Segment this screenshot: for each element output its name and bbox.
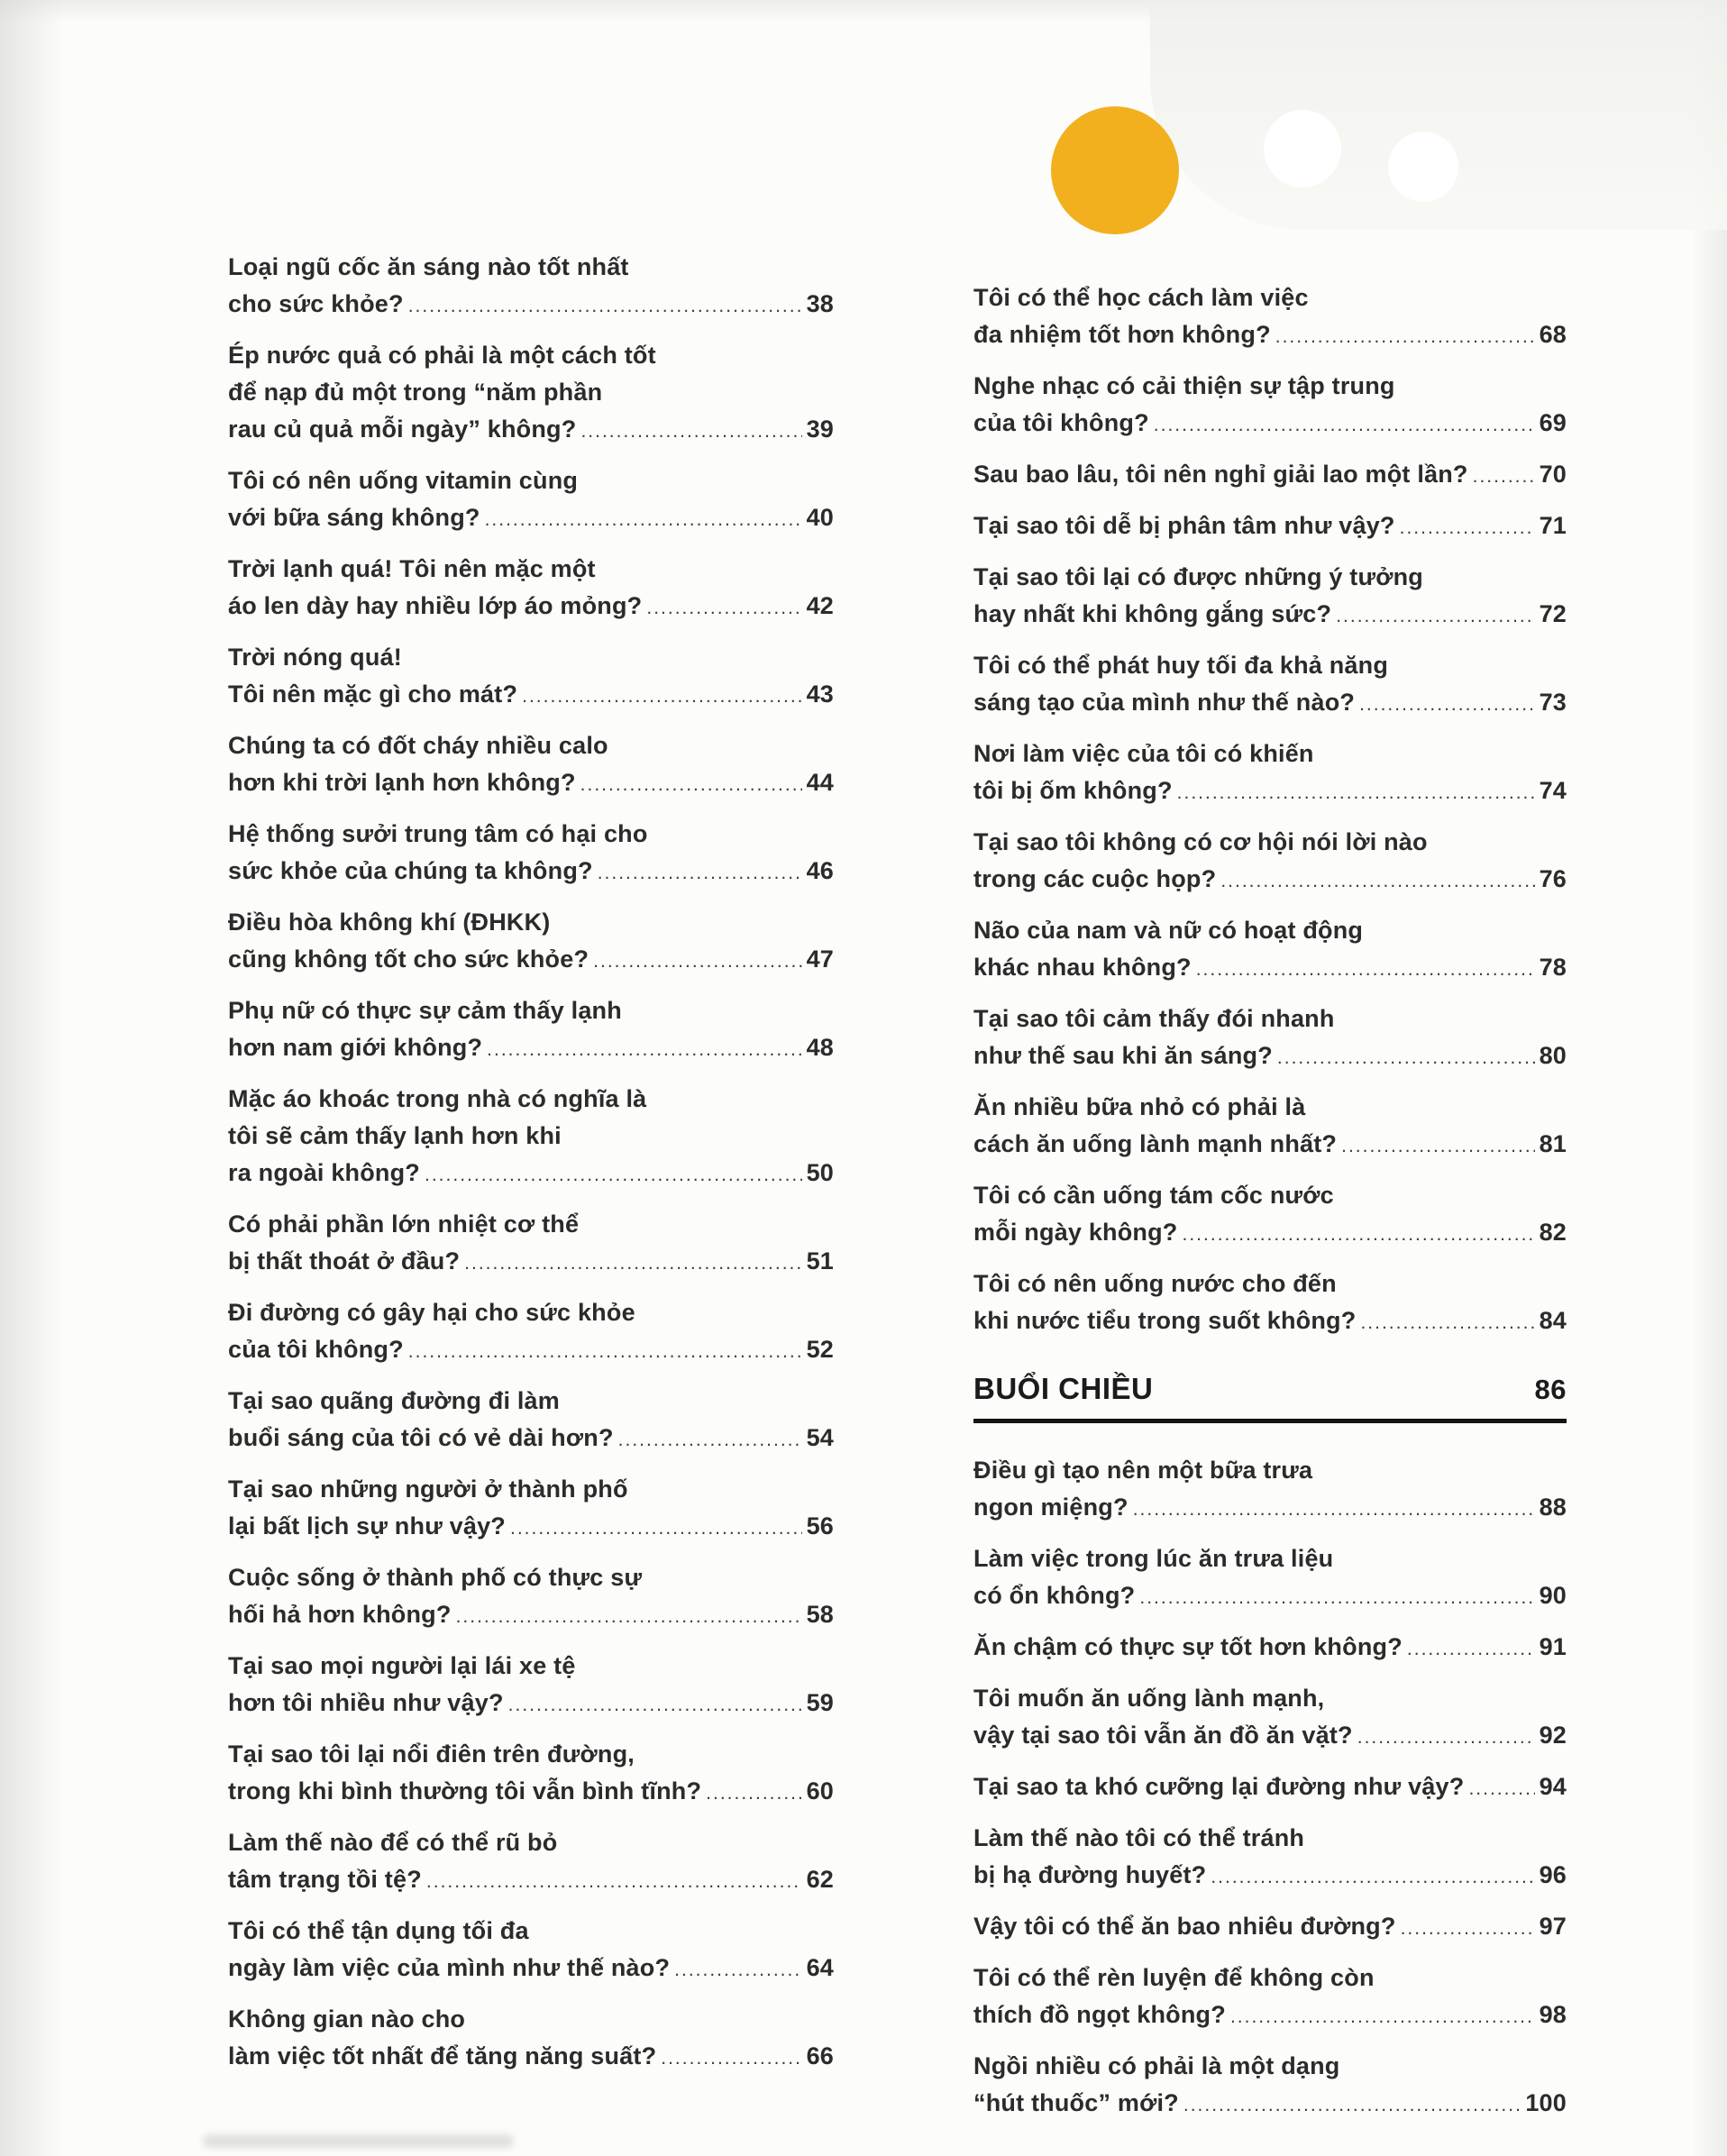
- entry-line: [973, 1302, 1567, 1341]
- entry-page-number: 94: [1539, 1773, 1567, 1800]
- toc-entry: [228, 904, 834, 980]
- toc-entry: [228, 1471, 834, 1547]
- entry-line: Đi đường có gây hại cho sức khỏe: [228, 1299, 635, 1326]
- entry-page-number: 66: [806, 2042, 834, 2069]
- entry-page-number: 62: [806, 1866, 834, 1893]
- toc-entry: [228, 1648, 834, 1723]
- dot-leader: [508, 1686, 802, 1723]
- toc-entry: [973, 1768, 1567, 1807]
- toc-entry: [973, 279, 1567, 355]
- entry-line: Não của nam và nữ có hoạt động: [973, 917, 1364, 944]
- entry-page-number: 69: [1539, 409, 1567, 436]
- dot-leader: [598, 854, 802, 891]
- toc-entry: [973, 1680, 1567, 1756]
- toc-entry: [973, 647, 1567, 723]
- entry-page-number: 38: [806, 290, 834, 317]
- toc-entry: [228, 1913, 834, 1988]
- entry-line: Không gian nào cho: [228, 2005, 466, 2033]
- dot-leader: [1183, 2087, 1521, 2124]
- dot-leader: [646, 589, 801, 626]
- entry-text: có ổn không?: [973, 1582, 1136, 1609]
- entry-line: Hệ thống sưởi trung tâm có hại cho: [228, 820, 648, 847]
- entry-line: Trời lạnh quá! Tôi nên mặc một: [228, 555, 596, 582]
- entry-text: ra ngoài không?: [228, 1159, 421, 1186]
- entry-text: bị hạ đường huyết?: [973, 1861, 1207, 1888]
- entry-text: bị thất thoát ở đầu?: [228, 1247, 461, 1274]
- entry-page-number: 44: [806, 769, 834, 796]
- scan-edge-left: [0, 0, 63, 2156]
- entry-line: Tôi có thể tận dụng tối đa: [228, 1917, 529, 1944]
- entry-text: “hút thuốc” mới?: [973, 2089, 1179, 2116]
- dot-leader: [456, 1598, 802, 1635]
- entry-page-number: 46: [806, 857, 834, 884]
- dot-leader: [1336, 598, 1534, 635]
- entry-page-number: 76: [1539, 865, 1567, 892]
- toc-entry: [228, 337, 834, 450]
- entry-page-number: 42: [806, 592, 834, 619]
- dot-leader: [464, 1245, 801, 1282]
- entry-text: hơn nam giới không?: [228, 1034, 483, 1061]
- entry-text: Sau bao lâu, tôi nên nghỉ giải lao một lần?: [973, 461, 1468, 488]
- entry-text: hay nhất khi không gắng sức?: [973, 600, 1332, 627]
- dot-leader: [580, 766, 802, 803]
- entry-line: [228, 499, 834, 538]
- entry-text: của tôi không?: [973, 409, 1149, 436]
- entry-text: trong các cuộc họp?: [973, 865, 1217, 892]
- entry-line: Ngồi nhiều có phải là một dạng: [973, 2052, 1340, 2079]
- entry-text: sáng tạo của mình như thế nào?: [973, 689, 1356, 716]
- entry-line: [973, 1768, 1567, 1807]
- toc-entry: [973, 824, 1567, 900]
- toc-entry: [973, 368, 1567, 443]
- toc-column-right: [973, 279, 1567, 2136]
- entry-line: [228, 853, 834, 891]
- entry-text: hơn tôi nhiều như vậy?: [228, 1689, 504, 1716]
- entry-line: Loại ngũ cốc ăn sáng nào tốt nhất: [228, 253, 629, 280]
- entry-line: [228, 1950, 834, 1988]
- toc-entry: [228, 1383, 834, 1458]
- entry-line: [228, 2038, 834, 2077]
- dot-leader: [408, 1333, 802, 1370]
- entry-text: làm việc tốt nhất để tăng năng suất?: [228, 2042, 657, 2069]
- entry-page-number: 73: [1539, 689, 1567, 716]
- entry-line: [228, 1861, 834, 1900]
- entry-line: [228, 1243, 834, 1282]
- bottom-scan-smudge: [203, 2134, 514, 2148]
- toc-entry: [228, 1559, 834, 1635]
- entry-text: hối hả hơn không?: [228, 1601, 452, 1628]
- dot-leader: [1341, 1128, 1534, 1165]
- white-circle-decoration: [1388, 132, 1458, 202]
- entry-line: [228, 1773, 834, 1812]
- entry-line: Có phải phần lớn nhiệt cơ thể: [228, 1210, 580, 1238]
- toc-entry: [228, 1206, 834, 1282]
- toc-entry: [973, 1908, 1567, 1947]
- entry-text: Ăn chậm có thực sự tốt hơn không?: [973, 1633, 1403, 1660]
- dot-leader: [510, 1510, 802, 1547]
- dot-leader: [1473, 458, 1535, 495]
- toc-entry: [973, 559, 1567, 635]
- entry-line: để nạp đủ một trong “năm phần: [228, 379, 603, 406]
- entry-text: ngày làm việc của mình như thế nào?: [228, 1954, 671, 1981]
- dot-leader: [1177, 774, 1535, 811]
- entry-line: Tôi có cần uống tám cốc nước: [973, 1182, 1334, 1209]
- toc-list-right-top: [973, 279, 1567, 1341]
- entry-line: tôi sẽ cảm thấy lạnh hơn khi: [228, 1122, 562, 1149]
- entry-line: Tại sao mọi người lại lái xe tệ: [228, 1652, 576, 1679]
- entry-page-number: 59: [806, 1689, 834, 1716]
- dot-leader: [1400, 509, 1535, 546]
- dot-leader: [1230, 1998, 1535, 2035]
- entry-line: [973, 1214, 1567, 1253]
- entry-line: [973, 684, 1567, 723]
- toc-entry: [228, 1294, 834, 1370]
- entry-text: thích đồ ngọt không?: [973, 2001, 1226, 2028]
- entry-text: buổi sáng của tôi có vẻ dài hơn?: [228, 1424, 614, 1451]
- entry-line: Tôi có thể học cách làm việc: [973, 284, 1309, 311]
- entry-line: Tại sao tôi không có cơ hội nói lời nào: [973, 828, 1428, 855]
- entry-line: [228, 1685, 834, 1723]
- toc-entry: [973, 1960, 1567, 2035]
- entry-line: [973, 596, 1567, 635]
- dot-leader: [1360, 1304, 1534, 1341]
- entry-text: khác nhau không?: [973, 954, 1192, 981]
- entry-page-number: 54: [806, 1424, 834, 1451]
- entry-line: [973, 1857, 1567, 1896]
- entry-text: cũng không tốt cho sức khỏe?: [228, 946, 589, 973]
- entry-line: Mặc áo khoác trong nhà có nghĩa là: [228, 1085, 647, 1112]
- entry-page-number: 100: [1525, 2089, 1567, 2116]
- entry-line: [228, 1029, 834, 1068]
- toc-entry: [228, 2001, 834, 2077]
- entry-text: tâm trạng tồi tệ?: [228, 1866, 422, 1893]
- entry-line: [973, 507, 1567, 546]
- toc-entry: [973, 735, 1567, 811]
- entry-page-number: 60: [806, 1777, 834, 1804]
- entry-line: [973, 1629, 1567, 1667]
- entry-line: Trời nóng quá!: [228, 644, 402, 671]
- entry-page-number: 56: [806, 1512, 834, 1539]
- dot-leader: [580, 413, 801, 450]
- dot-leader: [593, 943, 801, 980]
- toc-entry: [973, 1452, 1567, 1528]
- entry-page-number: 80: [1539, 1042, 1567, 1069]
- entry-text: vậy tại sao tôi vẫn ăn đồ ăn vặt?: [973, 1722, 1353, 1749]
- entry-line: [973, 316, 1567, 355]
- entry-page-number: 74: [1539, 777, 1567, 804]
- toc-entry: [228, 1736, 834, 1812]
- dot-leader: [1359, 686, 1534, 723]
- dot-leader: [674, 1951, 801, 1988]
- entry-page-number: 92: [1539, 1722, 1567, 1749]
- entry-line: Tại sao tôi lại nổi điên trên đường,: [228, 1740, 635, 1768]
- dot-leader: [487, 1031, 801, 1068]
- entry-text: hơn khi trời lạnh hơn không?: [228, 769, 576, 796]
- entry-text: Vậy tôi có thể ăn bao nhiêu đường?: [973, 1913, 1396, 1940]
- entry-text: như thế sau khi ăn sáng?: [973, 1042, 1273, 1069]
- entry-page-number: 64: [806, 1954, 834, 1981]
- entry-text: đa nhiệm tốt hơn không?: [973, 321, 1271, 348]
- entry-line: [973, 1996, 1567, 2035]
- entry-line: Làm việc trong lúc ăn trưa liệu: [973, 1545, 1334, 1572]
- entry-line: Tôi có thể phát huy tối đa khả năng: [973, 652, 1389, 679]
- toc-entry: [228, 551, 834, 626]
- entry-page-number: 70: [1539, 461, 1567, 488]
- dot-leader: [1407, 1631, 1535, 1667]
- entry-line: Điều hòa không khí (ĐHKK): [228, 909, 551, 936]
- toc-entry: [973, 1177, 1567, 1253]
- toc-entry: [228, 1081, 834, 1193]
- entry-text: với bữa sáng không?: [228, 504, 480, 531]
- entry-text: cho sức khỏe?: [228, 290, 404, 317]
- section-header-buoi-chieu: [973, 1372, 1567, 1423]
- entry-text: lại bất lịch sự như vậy?: [228, 1512, 506, 1539]
- dot-leader: [485, 501, 802, 538]
- entry-page-number: 78: [1539, 954, 1567, 981]
- dot-leader: [1220, 863, 1534, 900]
- dot-leader: [1401, 1910, 1535, 1947]
- entry-line: [973, 2085, 1567, 2124]
- entry-page-number: 97: [1539, 1913, 1567, 1940]
- entry-page-number: 51: [806, 1247, 834, 1274]
- dot-leader: [1211, 1859, 1534, 1896]
- entry-line: Tại sao tôi cảm thấy đói nhanh: [973, 1005, 1335, 1032]
- entry-line: [228, 1155, 834, 1193]
- entry-line: Làm thế nào để có thể rũ bỏ: [228, 1829, 558, 1856]
- entry-line: [973, 1126, 1567, 1165]
- entry-line: Tại sao những người ở thành phố: [228, 1475, 628, 1503]
- toc-entry: [973, 1629, 1567, 1667]
- entry-line: Nơi làm việc của tôi có khiến: [973, 740, 1314, 767]
- entry-text: khi nước tiểu trong suốt không?: [973, 1307, 1357, 1334]
- toc-entry: [228, 727, 834, 803]
- toc-entry: [973, 456, 1567, 495]
- entry-line: [973, 861, 1567, 900]
- dot-leader: [522, 678, 801, 715]
- dot-leader: [1277, 1039, 1535, 1076]
- entry-line: Nghe nhạc có cải thiện sự tập trung: [973, 372, 1395, 399]
- dot-leader: [706, 1775, 801, 1812]
- entry-line: Tại sao quãng đường đi làm: [228, 1387, 560, 1414]
- entry-page-number: 48: [806, 1034, 834, 1061]
- entry-line: [228, 411, 834, 450]
- entry-line: Cuộc sống ở thành phố có thực sự: [228, 1564, 643, 1591]
- entry-line: [228, 941, 834, 980]
- entry-line: Ép nước quả có phải là một cách tốt: [228, 342, 656, 369]
- entry-text: Tại sao tôi dễ bị phân tâm như vậy?: [973, 512, 1395, 539]
- entry-page-number: 84: [1539, 1307, 1567, 1334]
- entry-line: [973, 405, 1567, 443]
- entry-text: mỗi ngày không?: [973, 1219, 1178, 1246]
- entry-page-number: 90: [1539, 1582, 1567, 1609]
- entry-page-number: 50: [806, 1159, 834, 1186]
- entry-page-number: 43: [806, 681, 834, 708]
- dot-leader: [1468, 1770, 1534, 1807]
- entry-line: [973, 1037, 1567, 1076]
- entry-page-number: 39: [806, 416, 834, 443]
- entry-page-number: 96: [1539, 1861, 1567, 1888]
- entry-page-number: 52: [806, 1336, 834, 1363]
- entry-page-number: 40: [806, 504, 834, 531]
- toc-list-right-bottom: [973, 1452, 1567, 2124]
- entry-page-number: 91: [1539, 1633, 1567, 1660]
- toc-entry: [973, 1820, 1567, 1896]
- entry-line: Ăn nhiều bữa nhỏ có phải là: [973, 1093, 1306, 1120]
- section-page-number: 86: [1534, 1374, 1567, 1405]
- scan-edge-right: [1691, 0, 1727, 2156]
- toc-entry: [228, 816, 834, 891]
- entry-text: cách ăn uống lành mạnh nhất?: [973, 1130, 1338, 1157]
- section-title: BUỔI CHIỀU: [973, 1372, 1154, 1405]
- entry-text: tôi bị ốm không?: [973, 777, 1173, 804]
- dot-leader: [1357, 1719, 1535, 1756]
- dot-leader: [1154, 407, 1535, 443]
- entry-text: áo len dày hay nhiều lớp áo mỏng?: [228, 592, 643, 619]
- entry-page-number: 88: [1539, 1494, 1567, 1521]
- toc-entry: [228, 249, 834, 324]
- toc-entry: [973, 507, 1567, 546]
- toc-entry: [973, 912, 1567, 988]
- entry-line: [228, 764, 834, 803]
- entry-line: [973, 949, 1567, 988]
- entry-line: [973, 1577, 1567, 1616]
- entry-line: [973, 456, 1567, 495]
- entry-line: [228, 1508, 834, 1547]
- entry-page-number: 72: [1539, 600, 1567, 627]
- entry-line: [228, 676, 834, 715]
- dot-leader: [426, 1863, 802, 1900]
- entry-page-number: 81: [1539, 1130, 1567, 1157]
- entry-line: [228, 286, 834, 324]
- entry-line: Chúng ta có đốt cháy nhiều calo: [228, 732, 608, 759]
- toc-entry: [973, 1089, 1567, 1165]
- toc-entry: [228, 1824, 834, 1900]
- entry-line: [973, 1489, 1567, 1528]
- entry-line: Tôi có nên uống vitamin cùng: [228, 467, 579, 494]
- entry-text: Tôi nên mặc gì cho mát?: [228, 681, 518, 708]
- entry-page-number: 71: [1539, 512, 1567, 539]
- dot-leader: [1196, 951, 1535, 988]
- dot-leader: [661, 2040, 801, 2077]
- entry-text: rau củ quả mỗi ngày” không?: [228, 416, 577, 443]
- dot-leader: [425, 1156, 802, 1193]
- toc-entry: [973, 2048, 1567, 2124]
- entry-page-number: 58: [806, 1601, 834, 1628]
- entry-line: Tôi muốn ăn uống lành mạnh,: [973, 1685, 1325, 1712]
- toc-entry: [228, 639, 834, 715]
- entry-page-number: 82: [1539, 1219, 1567, 1246]
- entry-page-number: 47: [806, 946, 834, 973]
- dot-leader: [408, 288, 802, 324]
- entry-line: [228, 1420, 834, 1458]
- entry-line: [973, 1908, 1567, 1947]
- toc-entry: [973, 1540, 1567, 1616]
- entry-line: [973, 772, 1567, 811]
- entry-page-number: 98: [1539, 2001, 1567, 2028]
- dot-leader: [1275, 318, 1535, 355]
- entry-line: [228, 1331, 834, 1370]
- entry-line: [228, 1596, 834, 1635]
- toc-column-left: [228, 249, 834, 2089]
- entry-line: Tôi có nên uống nước cho đến: [973, 1270, 1337, 1297]
- entry-line: Làm thế nào tôi có thể tránh: [973, 1824, 1305, 1851]
- entry-line: [228, 588, 834, 626]
- entry-text: Tại sao ta khó cưỡng lại đường như vậy?: [973, 1773, 1465, 1800]
- entry-line: Phụ nữ có thực sự cảm thấy lạnh: [228, 997, 622, 1024]
- entry-line: Tại sao tôi lại có được những ý tưởng: [973, 563, 1423, 590]
- dot-leader: [1139, 1579, 1534, 1616]
- toc-list-left: [228, 249, 834, 2077]
- white-circle-decoration: [1264, 110, 1341, 187]
- dot-leader: [618, 1421, 802, 1458]
- toc-entry: [228, 992, 834, 1068]
- entry-page-number: 68: [1539, 321, 1567, 348]
- dot-leader: [1133, 1491, 1535, 1528]
- toc-entry: [973, 1265, 1567, 1341]
- entry-text: ngon miệng?: [973, 1494, 1128, 1521]
- entry-line: Điều gì tạo nên một bữa trưa: [973, 1457, 1313, 1484]
- toc-entry: [228, 462, 834, 538]
- entry-text: trong khi bình thường tôi vẫn bình tĩnh?: [228, 1777, 702, 1804]
- dot-leader: [1183, 1216, 1535, 1253]
- entry-text: sức khỏe của chúng ta không?: [228, 857, 593, 884]
- entry-text: của tôi không?: [228, 1336, 404, 1363]
- yellow-circle-decoration: [1051, 106, 1179, 234]
- entry-line: Tôi có thể rèn luyện để không còn: [973, 1964, 1375, 1991]
- toc-entry: [973, 1000, 1567, 1076]
- entry-line: [973, 1717, 1567, 1756]
